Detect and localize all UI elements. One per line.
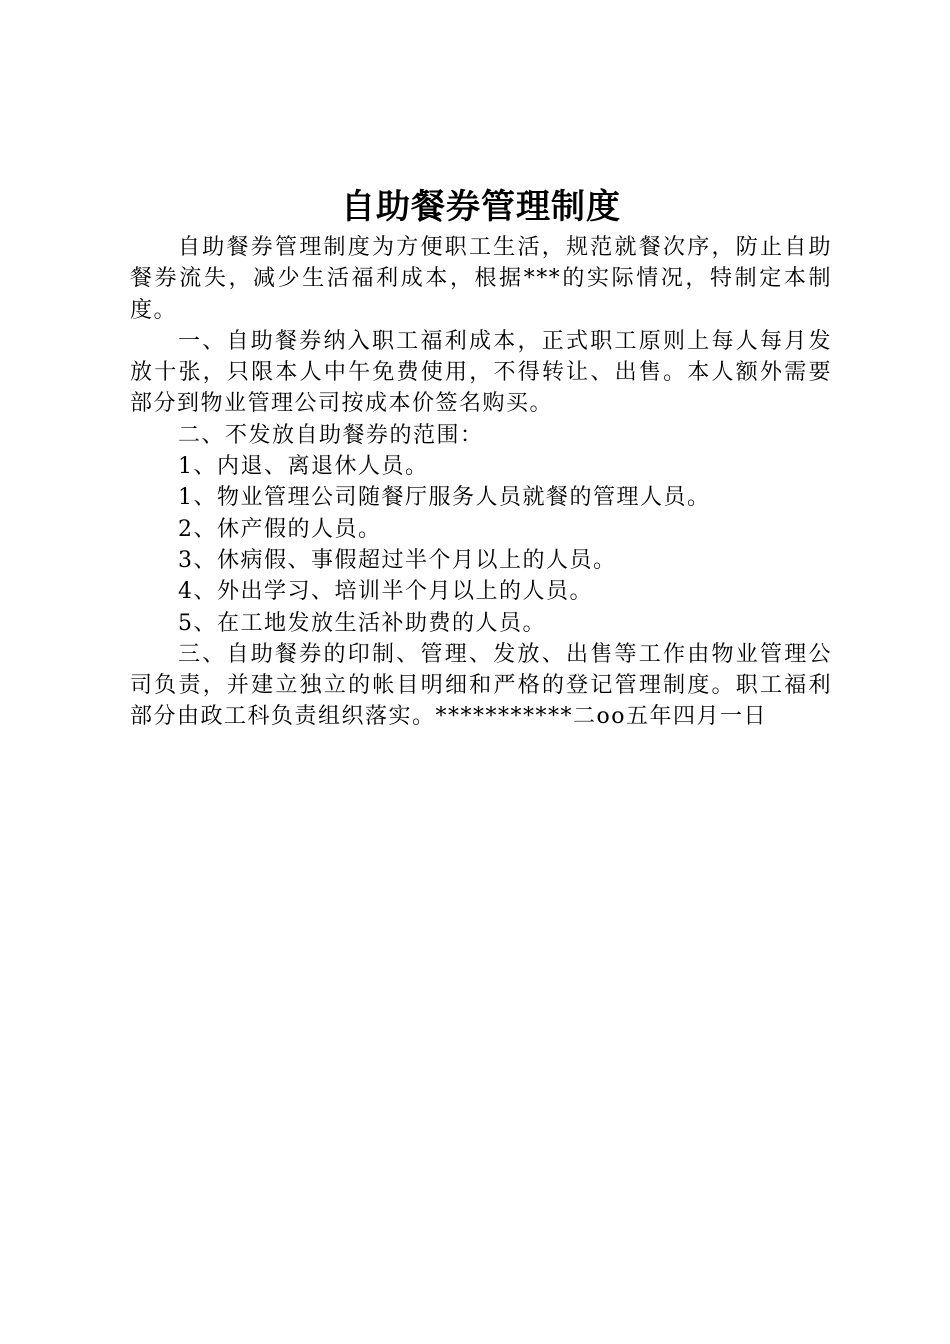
list-item: 1、内退、离退休人员。 (178, 454, 429, 480)
list-item: 5、在工地发放生活补助费的人员。 (178, 610, 546, 636)
list-item: 1、物业管理公司随餐厅服务人员就餐的管理人员。 (178, 485, 711, 511)
list-item: 4、外出学习、培训半个月以上的人员。 (178, 579, 593, 605)
section-3-paragraph: 三、自助餐券的印制、管理、发放、出售等工作由物业管理公司负责，并建立独立的帐目明细和严格的登记管理制度。职工福利部分由政工科负责组织落实。***********二oo五年四月一日 (130, 641, 832, 730)
intro-paragraph: 自助餐券管理制度为方便职工生活，规范就餐次序，防止自助餐券流失，减少生活福利成本，根据***的实际情况，特制定本制度。 (130, 235, 832, 323)
list-item: 3、休病假、事假超过半个月以上的人员。 (178, 547, 617, 573)
document-title: 自助餐券管理制度 (341, 187, 621, 227)
list-item: 2、休产假的人员。 (178, 516, 382, 542)
section-2-heading: 二、不发放自助餐券的范围： (178, 422, 484, 448)
section-1-paragraph: 一、自助餐券纳入职工福利成本，正式职工原则上每人每月发放十张，只限本人中午免费使用，不得转让、出售。本人额外需要部分到物业管理公司按成本价签名购买。 (130, 328, 832, 417)
document-page (130, 182, 832, 733)
